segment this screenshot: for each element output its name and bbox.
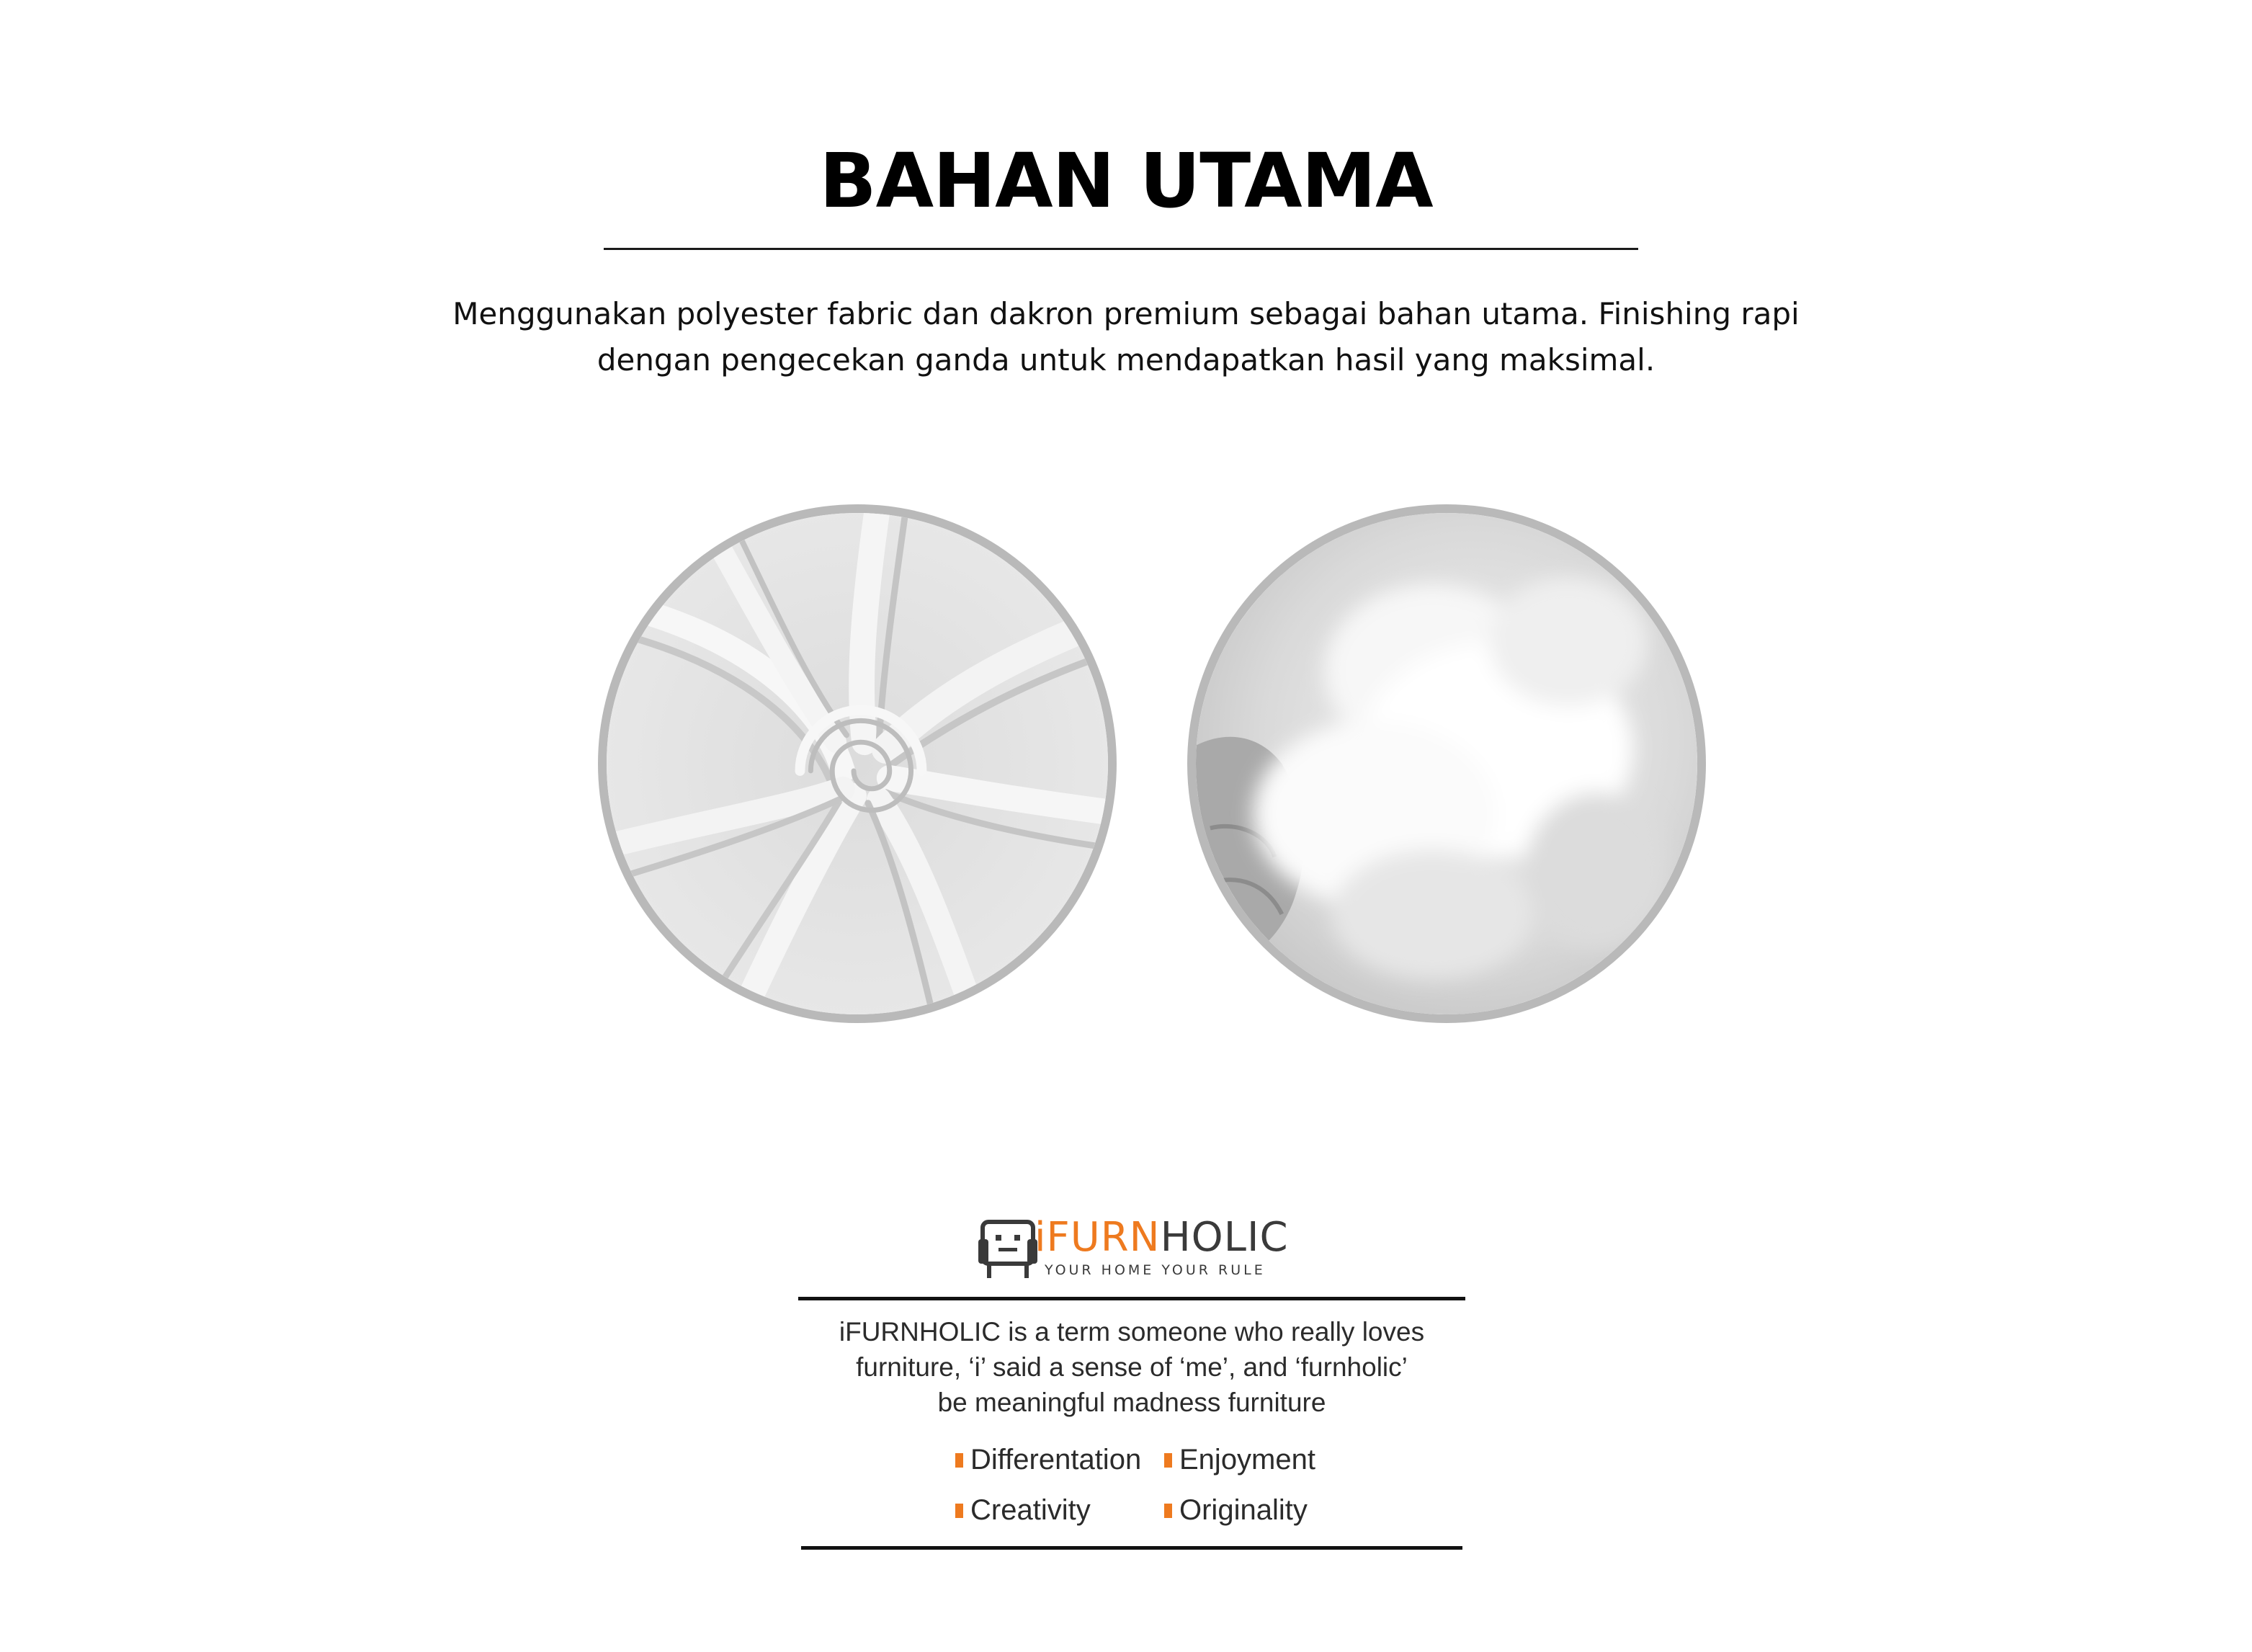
brand-block [798, 1214, 1454, 1556]
description [406, 291, 1846, 383]
value-item-differentation: Differentation [955, 1442, 1141, 1477]
brand-wordmark-part-a: iFURN [1035, 1214, 1161, 1261]
title-divider [604, 248, 1638, 250]
value-item-originality: Originality [1164, 1493, 1308, 1527]
polyester-fabric-image [598, 504, 1117, 1023]
dacron-filling-image [1187, 504, 1706, 1023]
sofa-icon [978, 1218, 1039, 1282]
square-bullet-icon [955, 1504, 963, 1518]
brand-description-line-3: be meaningful madness furniture [937, 1388, 1326, 1417]
description-line-1: Menggunakan polyester fabric dan dakron premium sebagai bahan utama. Finishing rapi [452, 296, 1800, 331]
brand-wordmark-part-b: HOLIC [1160, 1214, 1289, 1261]
value-item-creativity: Creativity [955, 1493, 1091, 1527]
page-title: BAHAN UTAMA [819, 137, 1433, 225]
value-item-enjoyment: Enjoyment [1164, 1442, 1315, 1477]
square-bullet-icon [955, 1453, 963, 1468]
brand-description [798, 1314, 1465, 1420]
brand-wordmark [1035, 1215, 1289, 1261]
description-line-2: dengan pengecekan ganda untuk mendapatkan hasil yang maksimal. [596, 342, 1656, 378]
square-bullet-icon [1164, 1453, 1172, 1468]
brand-divider-bottom [801, 1546, 1462, 1550]
brand-description-line-1: iFURNHOLIC is a term someone who really loves [839, 1317, 1425, 1347]
square-bullet-icon [1164, 1504, 1172, 1518]
brand-divider-top [798, 1297, 1465, 1300]
brand-tagline: YOUR HOME YOUR RULE [1045, 1262, 1266, 1278]
brand-logo [978, 1214, 1289, 1282]
brand-description-line-2: furniture, ‘i’ said a sense of ‘me’, and ‘furnholic’ [856, 1352, 1408, 1382]
